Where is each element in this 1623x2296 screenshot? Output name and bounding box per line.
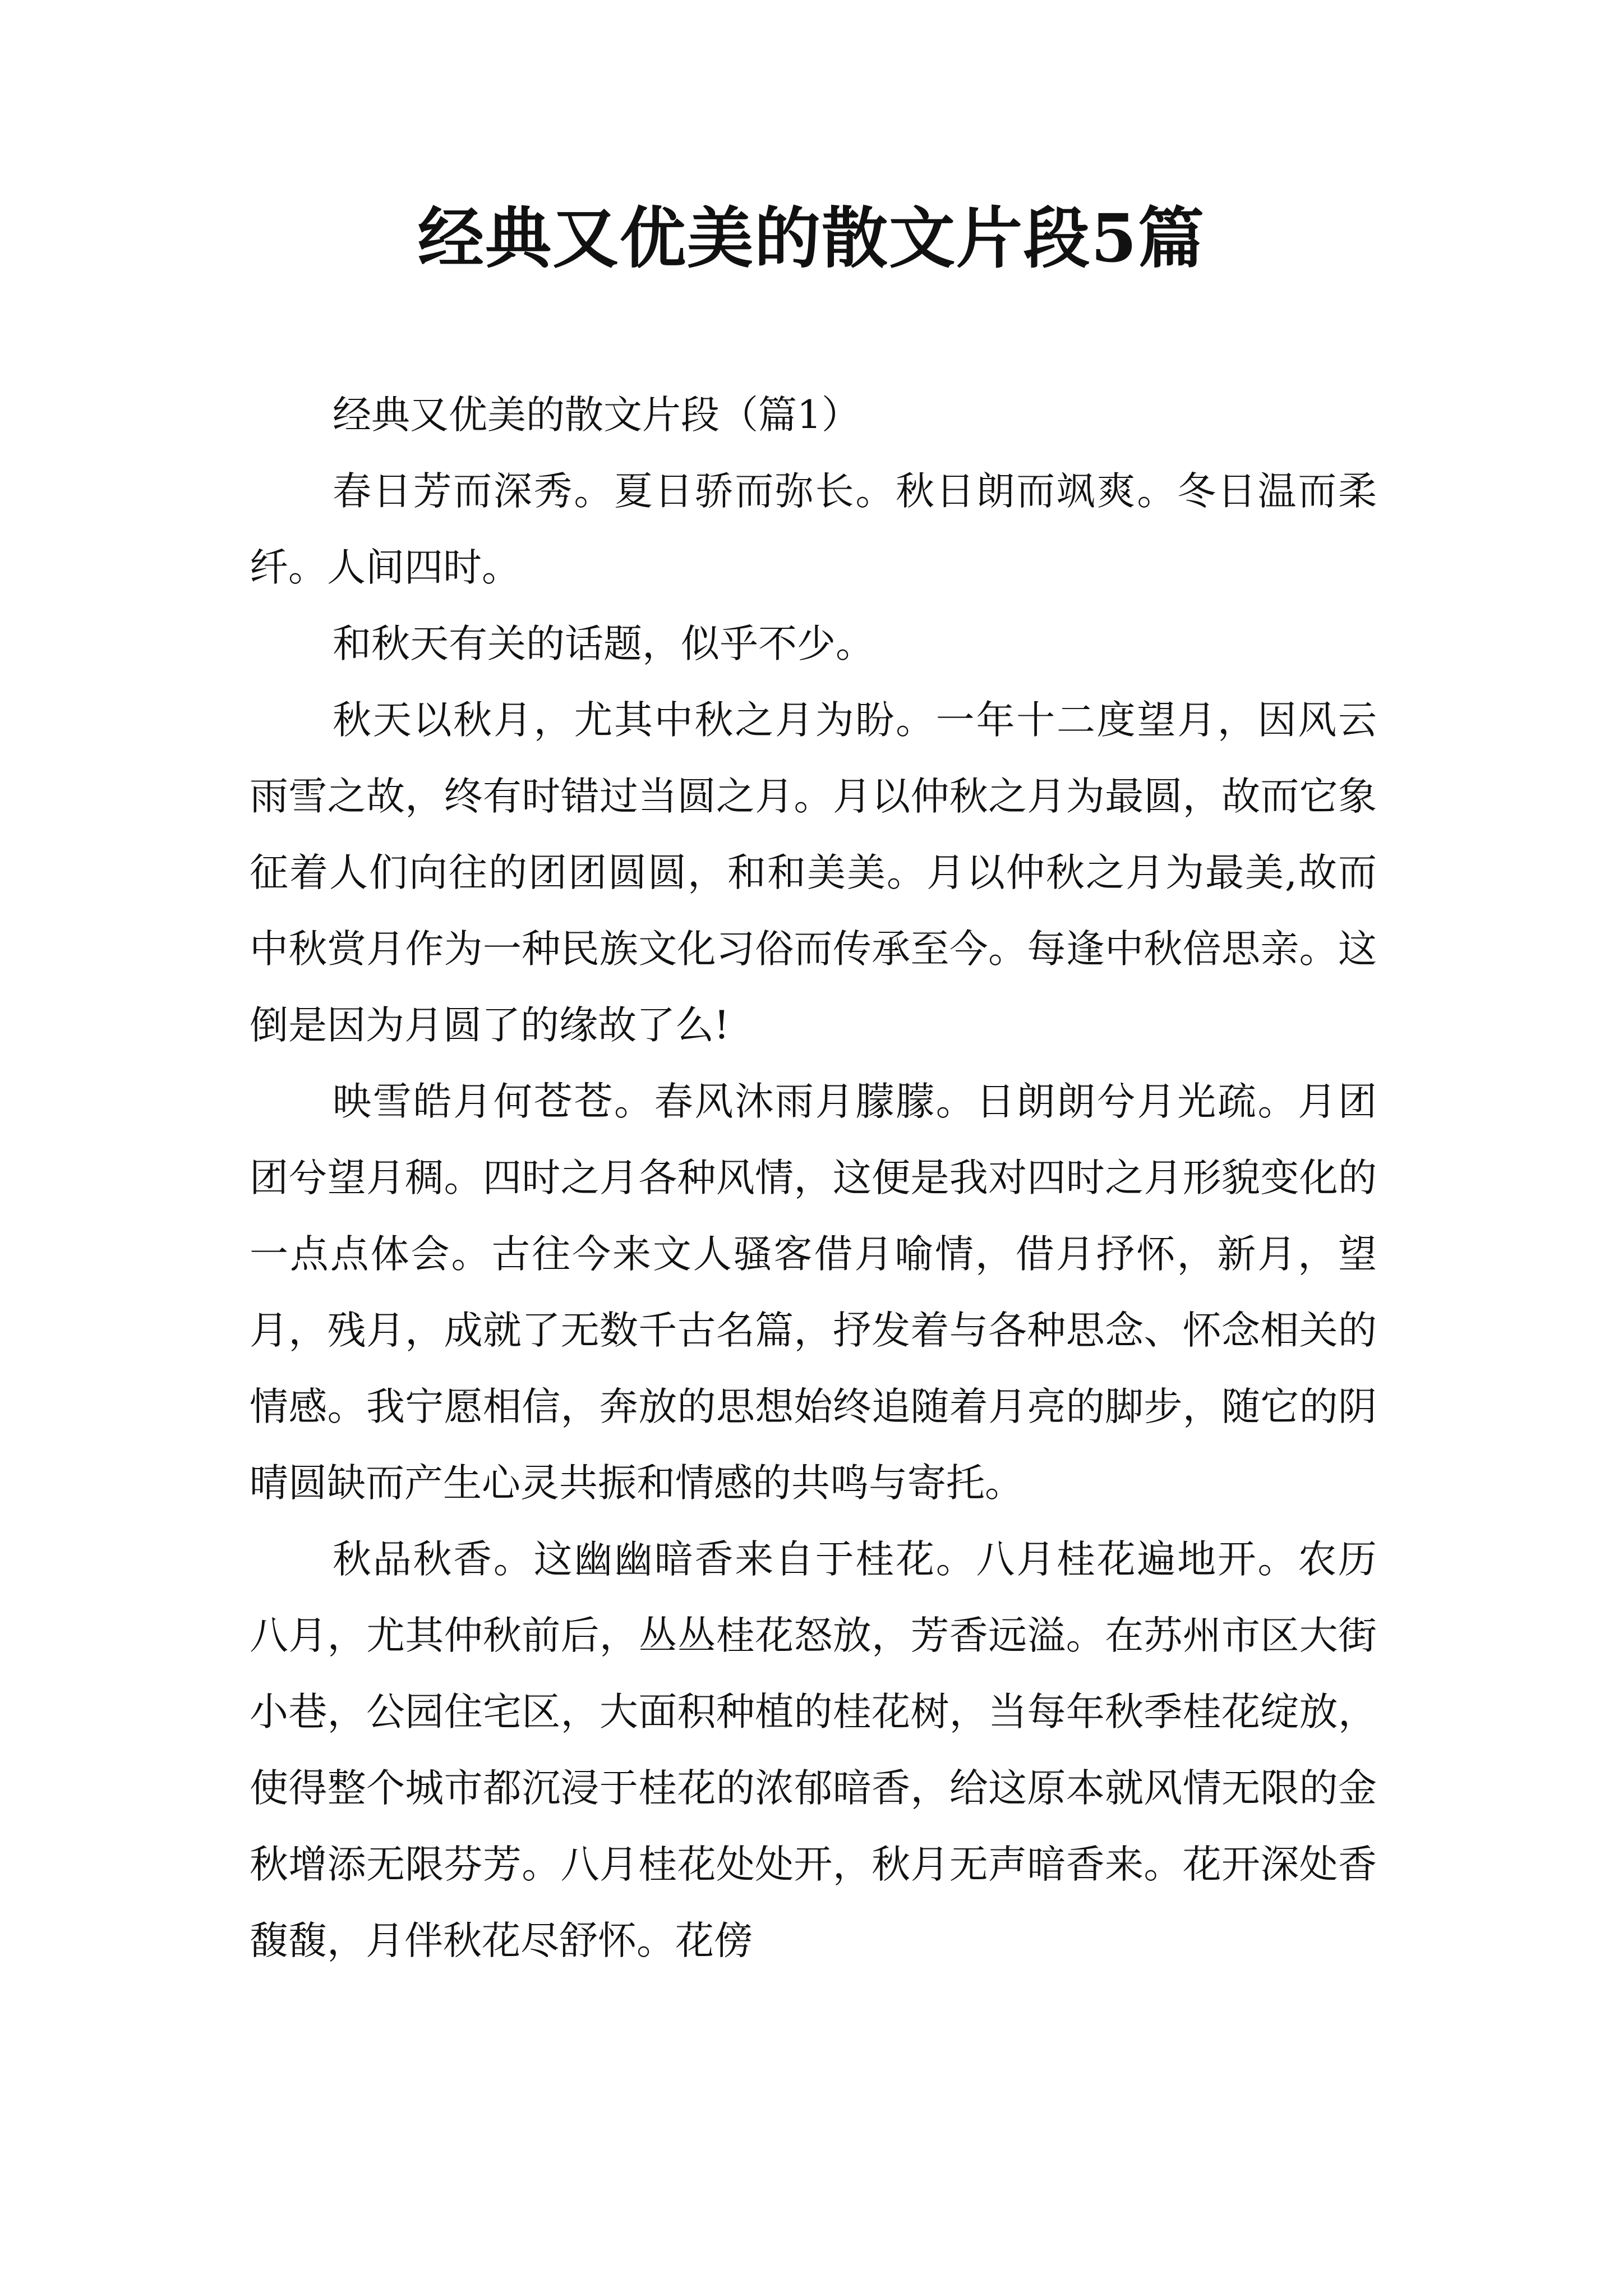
document-body (250, 377, 1377, 1979)
paragraph: 春日芳而深秀。夏日骄而弥长。秋日朗而飒爽。冬日温而柔纤。人间四时。 (250, 469, 1377, 590)
document-title: 经典又优美的散文片段5篇 (417, 199, 1206, 277)
paragraph: 秋品秋香。这幽幽暗香来自于桂花。八月桂花遍地开。农历八月，尤其仲秋前后，丛丛桂花怒放，芳香远溢。在苏州市区大街小巷，公园住宅区，大面积种植的桂花树，当每年秋季桂花绽放，使得整个城市都沉浸于桂花的浓郁暗香，给这原本就风情无限的金秋增添无限芬芳。八月桂花处处开，秋月无声暗香来。花开深处香馥馥，月伴秋花尽舒怀。花傍 (250, 1537, 1377, 1963)
paragraph: 秋天以秋月，尤其中秋之月为盼。一年十二度望月，因风云雨雪之故，终有时错过当圆之月。月以仲秋之月为最圆，故而它象征着人们向往的团团圆圆，和和美美。月以仲秋之月为最美,故而中秋赏月作为一种民族文化习俗而传承至今。每逢中秋倍思亲。这倒是因为月圆了的缘故了么! (250, 698, 1377, 1048)
paragraph: 和秋天有关的话题，似乎不少。 (333, 622, 874, 666)
section-heading: 经典又优美的散文片段（篇1） (333, 393, 860, 438)
paragraph: 映雪皓月何苍苍。春风沐雨月朦朦。日朗朗兮月光疏。月团团兮望月稠。四时之月各种风情，这便是我对四时之月形貌变化的一点点体会。古往今来文人骚客借月喻情，借月抒怀，新月，望月，残月，成就了无数千古名篇，抒发着与各种思念、怀念相关的情感。我宁愿相信，奔放的思想始终追随着月亮的脚步，随它的阴晴圆缺而产生心灵共振和情感的共鸣与寄托。 (250, 1079, 1377, 1506)
